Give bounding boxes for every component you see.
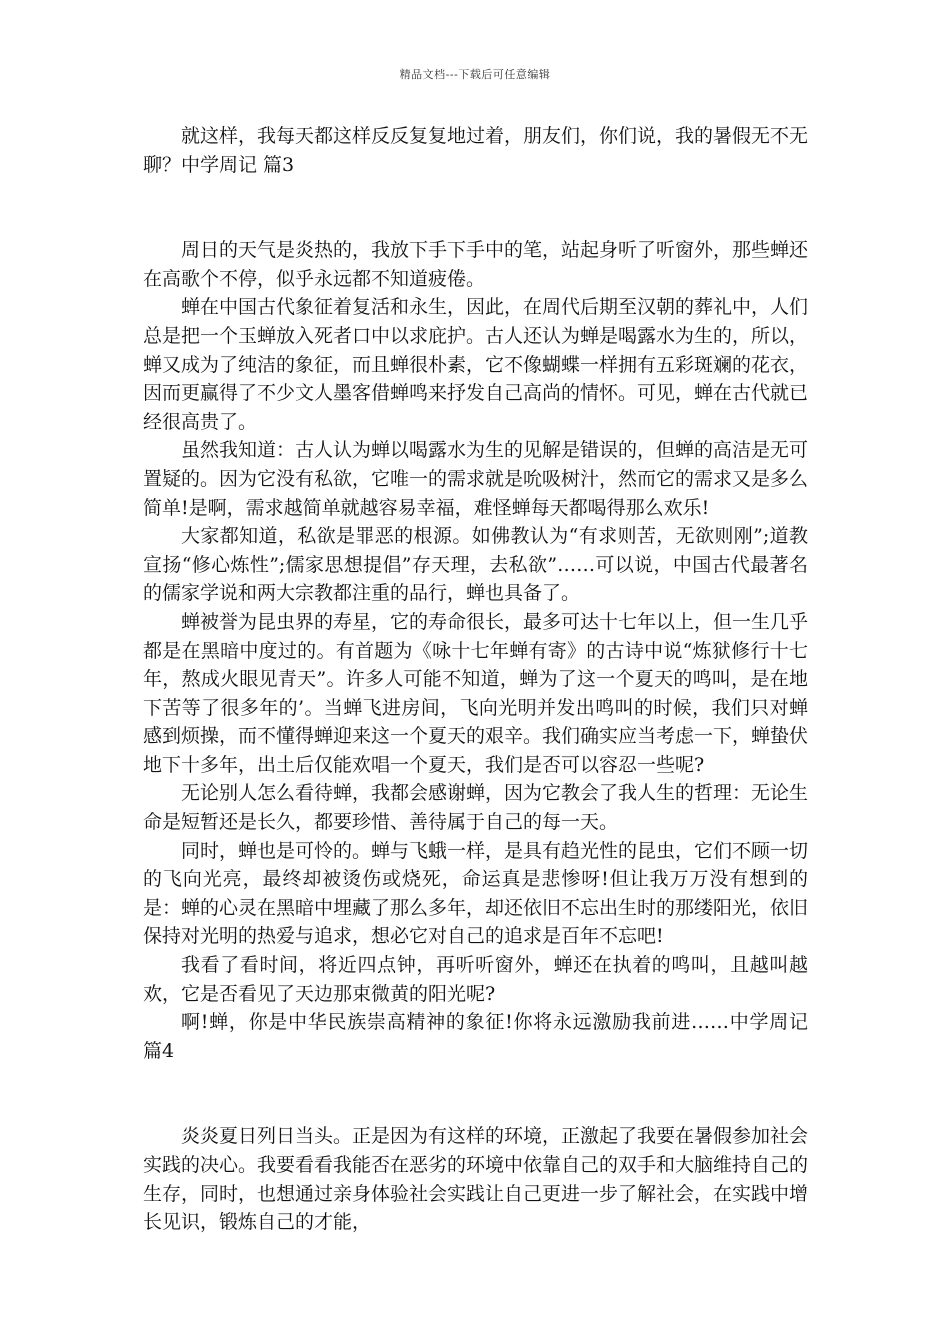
page-header: 精品文档---下载后可任意编辑 xyxy=(399,68,551,81)
paragraph: 蝉被誉为昆虫界的寿星，它的寿命很长，最多可达十七年以上，但一生几乎都是在黑暗中度过的。有首题为《咏十七年蝉有寄》的古诗中说“炼狱修行十七年，熬成火眼见青天”。许多人可能不知道，蝉为了这一个夏天的鸣叫，是在地下苦等了很多年的’。当蝉飞进房间，飞向光明并发出鸣叫的时候，我们只对蝉感到烦操，而不懂得蝉迎来这一个夏天的艰辛。我们确实应当考虑一下，蝉蛰伏地下十多年，出土后仅能欢唱一个夏天，我们是否可以容忍一些呢? xyxy=(143,610,809,776)
paragraph: 炎炎夏日列日当头。正是因为有这样的环境，正激起了我要在暑假参加社会实践的决心。我要看看我能否在恶劣的环境中依靠自己的双手和大脑维持自己的生存，同时，也想通过亲身体验社会实践让自己更进一步了解社会，在实践中增长见识，锻炼自己的才能， xyxy=(143,1125,809,1234)
paragraph: 无论别人怎么看待蝉，我都会感谢蝉，因为它教会了我人生的哲理：无论生命是短暂还是长久，都要珍惜、善待属于自己的每一天。 xyxy=(143,782,809,834)
paragraph: 蝉在中国古代象征着复活和永生，因此，在周代后期至汉朝的葬礼中，人们总是把一个玉蝉放入死者口中以求庇护。古人还认为蝉是喝露水为生的，所以，蝉又成为了纯洁的象征，而且蝉很朴素，它不像蝴蝶一样拥有五彩斑斓的花衣，因而更赢得了不少文人墨客借蝉鸣来抒发自己高尚的情怀。可见，蝉在古代就已经很高贵了。 xyxy=(143,296,809,433)
section-gap xyxy=(143,179,808,236)
paragraph: 大家都知道，私欲是罪恶的根源。如佛教认为“有求则苦，无欲则刚”;道教宣扬“修心炼性”;儒家思想提倡”存天理，去私欲”……可以说，中国古代最著名的儒家学说和两大宗教都注重的品行，蝉也具备了。 xyxy=(143,525,808,605)
section-gap xyxy=(143,1065,808,1122)
paragraph: 周日的天气是炎热的，我放下手下手中的笔，站起身听了听窗外，那些蝉还在高歌个不停，似乎永远都不知道疲倦。 xyxy=(143,239,809,290)
paragraph: 虽然我知道：古人认为蝉以喝露水为生的见解是错误的，但蝉的高洁是无可置疑的。因为它没有私欲，它唯一的需求就是吮吸树汁，然而它的需求又是多么简单!是啊，需求越简单就越容易幸福，难怪蝉每天都喝得那么欢乐! xyxy=(143,439,809,519)
paragraph: 就这样，我每天都这样反反复复地过着，朋友们，你们说，我的暑假无不无聊？中学周记 篇3 xyxy=(143,125,809,176)
document-body xyxy=(143,122,808,1237)
paragraph: 同时，蝉也是可怜的。蝉与飞蛾一样，是具有趋光性的昆虫，它们不顾一切的飞向光亮，最终却被烫伤或烧死，命运真是悲惨呀!但让我万万没有想到的是：蝉的心灵在黑暗中埋藏了那么多年，却还依旧不忘出生时的那缕阳光，依旧保持对光明的热爱与追求，想必它对自己的追求是百年不忘吧! xyxy=(143,839,809,948)
paragraph: 啊!蝉，你是中华民族崇高精神的象征!你将永远激励我前进……中学周记 篇4 xyxy=(143,1011,808,1062)
paragraph: 我看了看时间，将近四点钟，再听听窗外，蝉还在执着的鸣叫，且越叫越欢，它是否看见了天边那束微黄的阳光呢? xyxy=(143,954,808,1005)
